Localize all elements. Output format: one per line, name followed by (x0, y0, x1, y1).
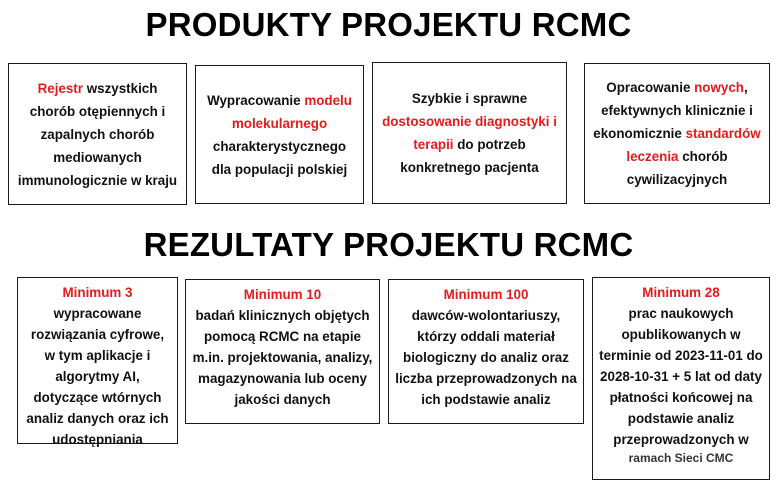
product-text (202, 89, 357, 181)
product-text-part: Wypracowanie (207, 92, 305, 108)
product-text-part: Opracowanie (606, 80, 695, 95)
product-box-registry (8, 63, 187, 205)
product-highlight: standardów leczenia (626, 126, 761, 164)
result-text: dawców-wolontariuszy, którzy oddali materiał biologiczny do analiz oraz liczba przeprowadzonych na ich podstawie analiz (395, 308, 577, 407)
result-box-clinical-trials (185, 279, 380, 424)
product-text (379, 87, 560, 179)
result-highlight: Minimum 28 (642, 285, 720, 300)
product-highlight: Rejestr (37, 80, 83, 96)
product-text-part: wszystkich chorób otępiennych i zapalnych chorób mediowanych immunologicznie w kraju (17, 80, 178, 188)
product-highlight: dostosowanie diagnostyki i terapii (382, 114, 557, 152)
product-text (591, 76, 763, 191)
result-text: prac naukowych opublikowanych w terminie od 2023-11-01 do 2028-10-31 + 5 lat od daty płatności końcowej na podstawie analiz przeprowadzonych w (599, 306, 763, 447)
result-text-tail: ramach Sieci CMC (628, 451, 734, 465)
results-heading: REZULTATY PROJEKTU RCMC (143, 226, 634, 263)
result-box-digital-solutions (17, 277, 178, 447)
products-heading: PRODUKTY PROJEKTU RCMC (145, 6, 632, 43)
product-box-treatment-standards (584, 63, 770, 204)
product-text-part: , efektywnych klinicznie i ekonomicznie (593, 80, 753, 141)
product-text-part: Szybkie i sprawne (411, 91, 528, 106)
product-text-part: do potrzeb konkretnego pacjenta (400, 137, 539, 175)
product-text-part: charakterystycznego dla populacji polskiej (211, 138, 348, 177)
product-highlight: nowych (694, 80, 744, 95)
product-text-part: chorób cywilizacyjnych (626, 149, 728, 187)
product-box-diagnostics (372, 62, 567, 204)
result-text: badań klinicznych objętych pomocą RCMC na etapie m.in. projektowania, analizy, magazynowania lub oceny jakości danych (192, 308, 373, 407)
product-highlight: modelu molekularnego (231, 92, 352, 131)
product-box-molecular-model (195, 65, 364, 204)
result-highlight: Minimum 100 (443, 287, 529, 302)
result-box-donors (388, 279, 584, 424)
result-highlight: Minimum 10 (243, 287, 322, 302)
result-box-publications (592, 277, 770, 480)
result-highlight: Minimum 3 (62, 285, 133, 300)
product-text (15, 77, 180, 192)
result-text: wypracowane rozwiązania cyfrowe, w tym aplikacje i algorytmy AI, dotyczące wtórnych analiz danych oraz ich udostępniania (26, 306, 169, 447)
